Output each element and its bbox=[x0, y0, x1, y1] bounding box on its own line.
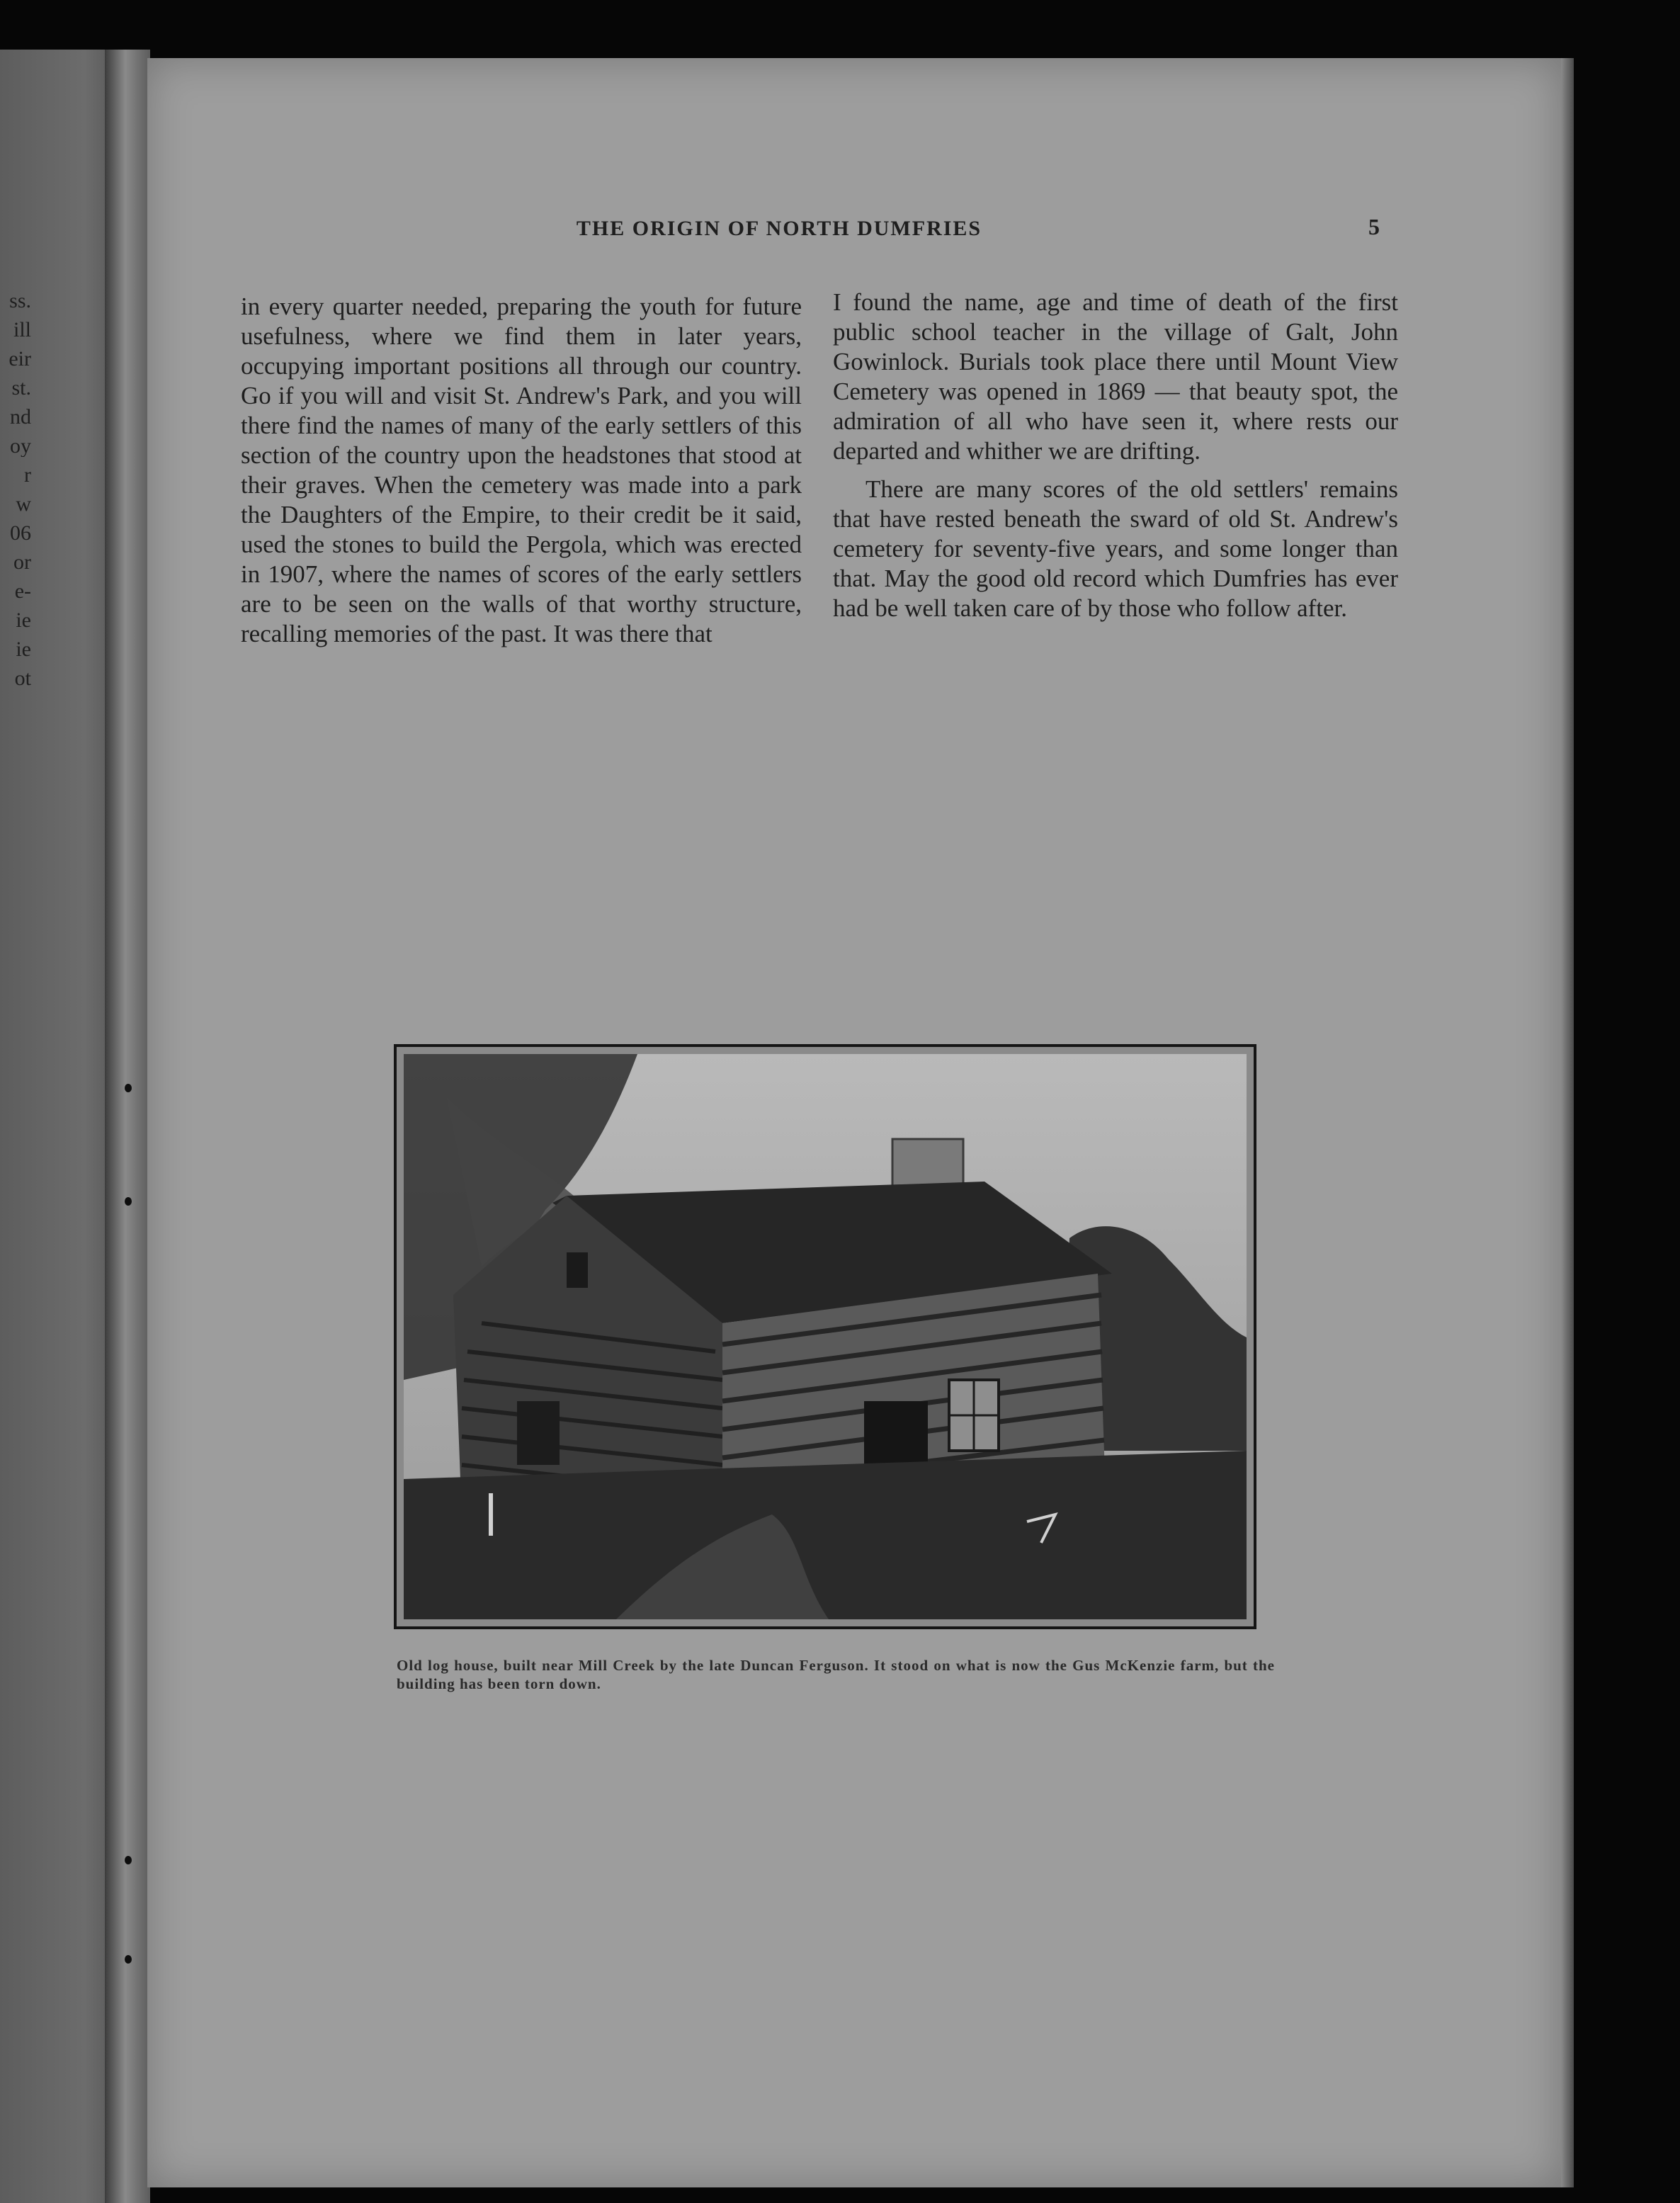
left-paragraph: in every quarter needed, preparing the youth for future usefulness, where we find them in later years, occupying important positions all through our country. Go if you will and visit St. Andrew's Park, and you will there find the names of many of the early settlers of this section of the country upon the headstones that stood at their graves. When the cemetery was made into a park the Daughters of the Empire, to their credit be it said, used the stones to build the Pergola, which was erected in 1907, where the names of scores of the early settlers are to be seen on the walls of that worthy structure, recalling memories of the past. It was there that bbox=[241, 293, 802, 647]
binding-hole bbox=[125, 1955, 132, 1964]
right-paragraph-2: There are many scores of the old settlers' remains that have rested beneath the sward of old St. Andrew's cemetery for seventy-five years, and some longer than that. May the good old record which Dumfries has ever had be well taken care of by those who follow after. bbox=[833, 475, 1398, 622]
page-edge bbox=[1561, 58, 1574, 2187]
binding-hole bbox=[125, 1084, 132, 1092]
previous-page-fragment: or bbox=[13, 552, 31, 573]
previous-page-fragment: oy bbox=[10, 436, 31, 457]
book-gutter bbox=[105, 50, 150, 2203]
previous-page-fragment: w bbox=[16, 494, 31, 515]
previous-page-fragment: ie bbox=[16, 610, 31, 631]
binding-hole bbox=[125, 1856, 132, 1864]
figure-frame bbox=[394, 1044, 1256, 1629]
previous-page-fragment: ot bbox=[14, 668, 31, 689]
previous-page-fragment: e- bbox=[14, 581, 31, 602]
previous-page-fragment: ss. bbox=[9, 290, 31, 312]
previous-page-fragment: ill bbox=[13, 319, 31, 341]
running-head: THE ORIGIN OF NORTH DUMFRIES bbox=[576, 217, 982, 240]
log-house-photo bbox=[404, 1054, 1247, 1619]
page-number: 5 bbox=[1368, 214, 1380, 239]
left-column bbox=[241, 292, 802, 649]
previous-page-fragment: st. bbox=[11, 378, 31, 399]
previous-page-fragment: ie bbox=[16, 639, 31, 660]
right-paragraph-1: I found the name, age and time of death of the first public school teacher in the village of Galt, John Gowinlock. Burials took place there until Mount View Cemetery was opened in 1869 — that beauty spot, the admiration of all who have seen it, where rests our departed and whither we are drifting. bbox=[833, 288, 1398, 465]
previous-page-fragment: nd bbox=[10, 407, 31, 428]
binding-hole bbox=[125, 1197, 132, 1206]
right-column bbox=[833, 288, 1398, 623]
previous-page-fragment: r bbox=[24, 465, 31, 486]
figure-caption: Old log house, built near Mill Creek by the late Duncan Ferguson. It stood on what is now the Gus McKenzie farm, but the building has been torn down. bbox=[397, 1657, 1275, 1692]
previous-page-fragment: eir bbox=[8, 349, 31, 370]
previous-page-fragment: 06 bbox=[10, 523, 31, 544]
